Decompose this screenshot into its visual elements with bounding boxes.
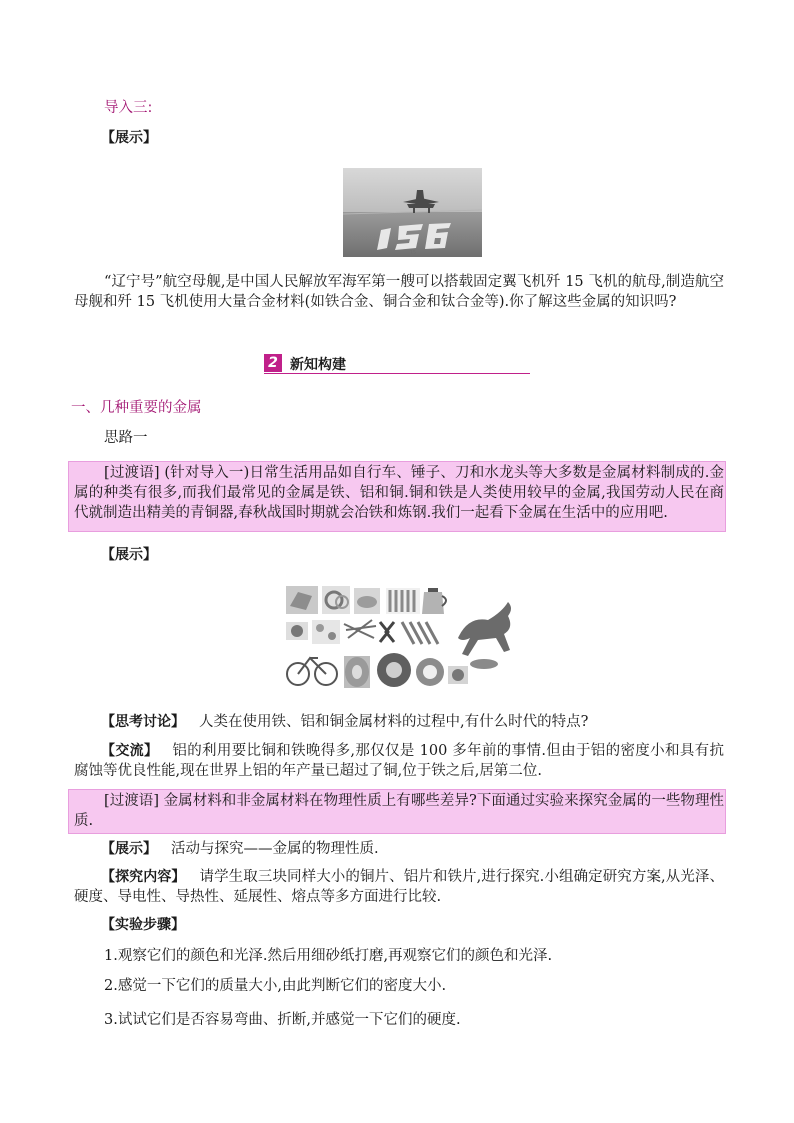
exchange-label: 【交流】	[101, 743, 159, 759]
steps-label: 【实验步骤】	[101, 917, 185, 933]
activity-line	[74, 839, 724, 859]
section-header	[264, 352, 530, 374]
show-label: 【展示】	[101, 130, 157, 146]
part-heading: 一、几种重要的金属	[71, 400, 202, 416]
exchange-text: 铝的利用要比铜和铁晚得多,那仅仅是 100 多年前的事情.但由于铝的密度小和具有抗腐蚀等优良性能,现在世界上铝的年产量已超过了铜,位于铁之后,居第二位.	[74, 743, 724, 779]
intro-paragraph: “辽宁号”航空母舰,是中国人民解放军海军第一艘可以搭载固定翼飞机歼 15 飞机的航母,制造航空母舰和歼 15 飞机使用大量合金材料(如铁合金、铜合金和钛合金等).你了解这些金属的知识吗?	[74, 274, 724, 310]
step-item: 1.观察它们的颜色和光泽.然后用细砂纸打磨,再观察它们的颜色和光泽.	[104, 948, 553, 964]
thought-label: 思路一	[104, 430, 148, 446]
section-rule	[264, 373, 530, 374]
exchange-paragraph	[74, 741, 724, 781]
discussion-line	[74, 712, 724, 732]
activity-text: 活动与探究——金属的物理性质.	[171, 841, 379, 857]
section-title: 新知构建	[290, 357, 346, 373]
inquiry-text: 请学生取三块同样大小的铜片、铝片和铁片,进行探究.小组确定研究方案,从光泽、硬度、导电性、导热性、延展性、熔点等多方面进行比较.	[74, 869, 724, 905]
inquiry-label: 【探究内容】	[101, 869, 186, 885]
step-item: 2.感觉一下它们的质量大小,由此判断它们的密度大小.	[104, 978, 447, 994]
inquiry-paragraph	[74, 867, 724, 907]
intro-heading: 导入三:	[104, 100, 153, 116]
section-number: 2	[264, 354, 282, 372]
aircraft-carrier-photo	[343, 168, 482, 257]
transition-text-2: [过渡语] 金属材料和非金属材料在物理性质上有哪些差异?下面通过实验来探究金属的一些物理性质.	[74, 793, 724, 829]
metal-products-collage	[282, 582, 542, 692]
discussion-label: 【思考讨论】	[101, 714, 185, 730]
discussion-text: 人类在使用铁、铝和铜金属材料的过程中,有什么时代的特点?	[199, 714, 589, 730]
show-label-2: 【展示】	[101, 547, 157, 563]
photo-deck-number: 15	[409, 250, 417, 256]
transition-text-1: [过渡语] (针对导入一)日常生活用品如自行车、锤子、刀和水龙头等大多数是金属材料制成的.金属的种类有很多,而我们最常见的金属是铁、铝和铜.铜和铁是人类使用较早的金属,我国劳动人民在商代就制造出精美的青铜器,春秋战国时期就会冶铁和炼钢.我们一起看下金属在生活中的应用吧.	[74, 465, 724, 521]
step-item: 3.试试它们是否容易弯曲、折断,并感觉一下它们的硬度.	[104, 1012, 461, 1028]
activity-label: 【展示】	[101, 841, 157, 857]
